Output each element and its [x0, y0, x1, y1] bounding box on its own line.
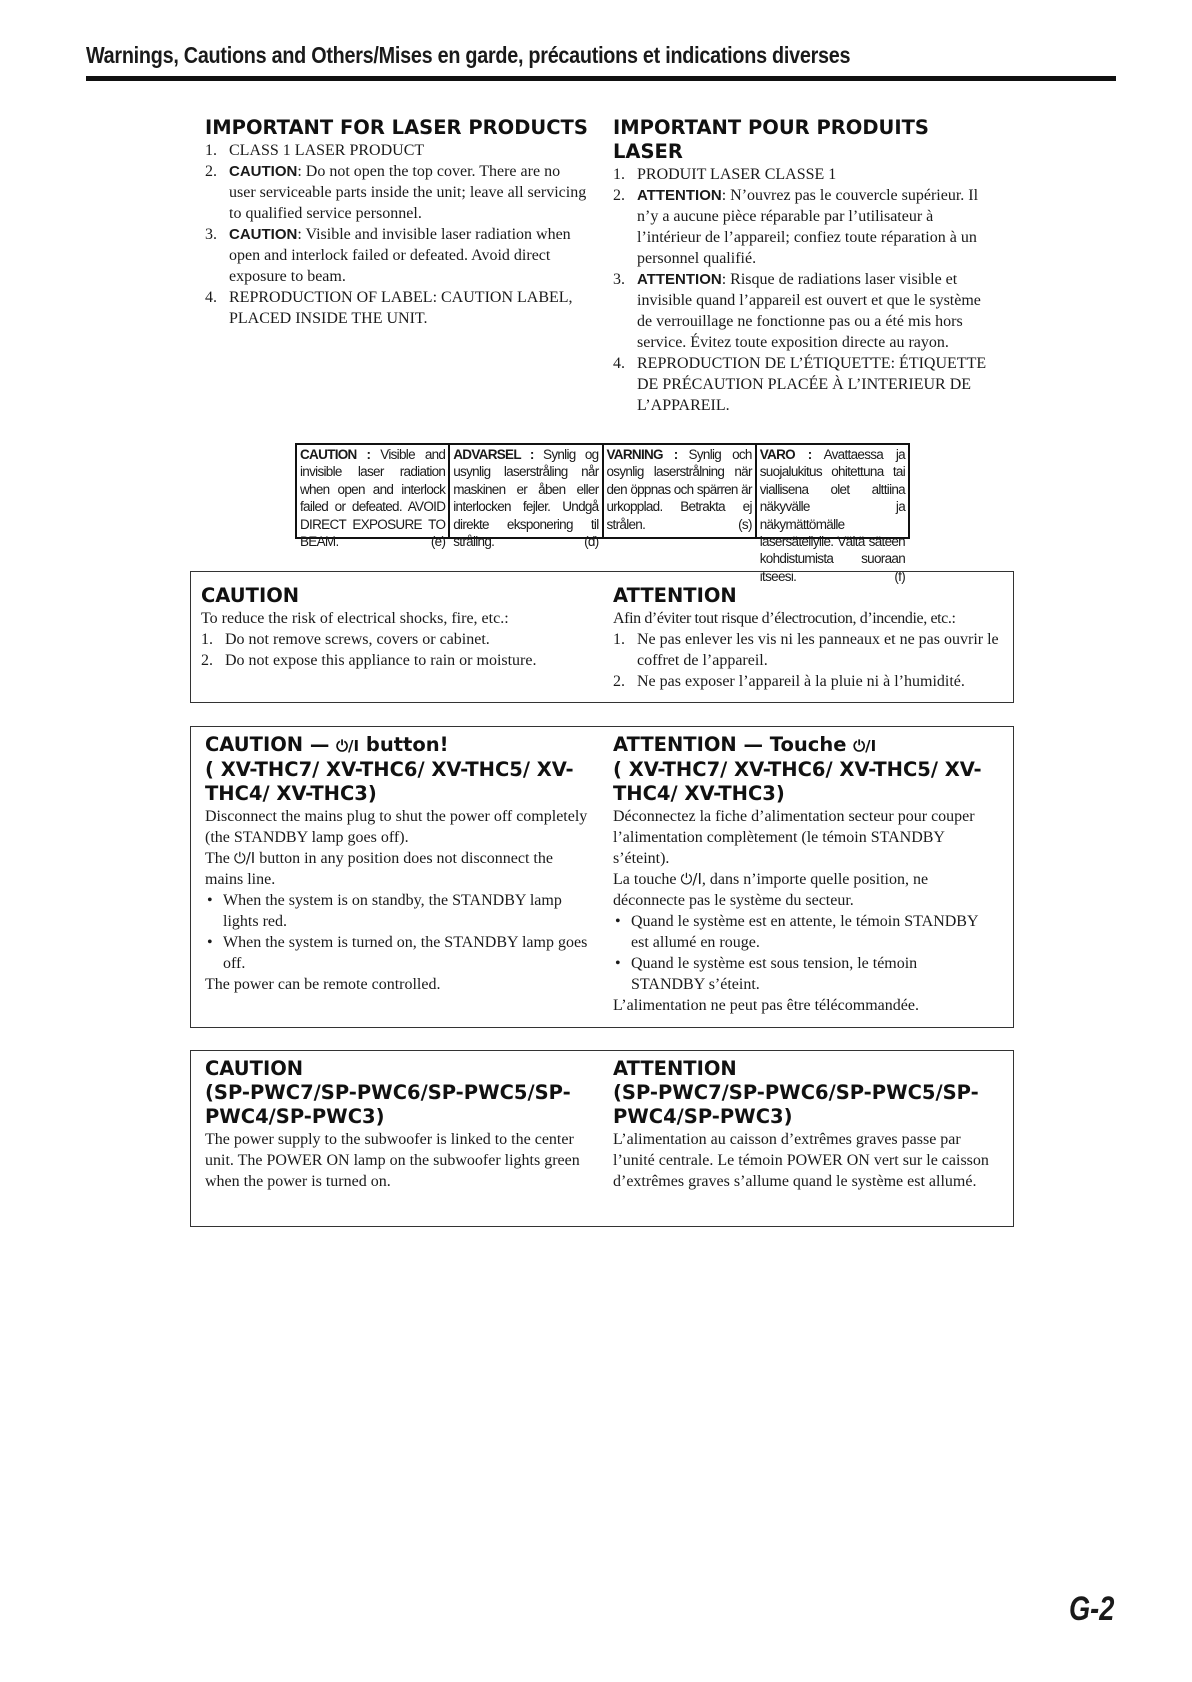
box3-text-en: The power supply to the subwoofer is linked to the center unit. The POWER ON lamp on the subwoofer lights green when the power is turned on.: [205, 1131, 580, 1190]
box2-models-fr: ( XV-THC7/ XV-THC6/ XV-THC5/ XV-THC4/ XV-THC3): [613, 758, 982, 805]
box3-title-en: CAUTION: [205, 1057, 304, 1080]
list-item: 1. PRODUIT LASER CLASSE 1: [613, 166, 837, 183]
box1-title-fr: ATTENTION: [613, 584, 737, 607]
list-item: 3. ATTENTION: Risque de radiations laser visible et invisible quand l’appareil est ouvert et que le système de verrouillage ne fonctionne pas ou a été mis hors service. Évitez toute exposition directe au rayon.: [613, 271, 981, 351]
laser-section-fr: [613, 116, 998, 416]
caution-box-power-button: [190, 726, 1014, 1028]
box2-bullets-en: [205, 890, 590, 974]
box2-models-en: ( XV-THC7/ XV-THC6/ XV-THC5/ XV-THC4/ XV-THC3): [205, 758, 574, 805]
box3-title-fr: ATTENTION: [613, 1057, 737, 1080]
list-item: • Quand le système est en attente, le témoin STANDBY est allumé en rouge.: [613, 911, 993, 953]
box1-fr: [613, 584, 1008, 692]
label-panel-english: CAUTION : Visible and invisible laser radiation when open and interlock failed or defeated. AVOID DIRECT EXPOSURE TO BEAM. (e): [297, 445, 450, 537]
box2-p3-fr: L’alimentation ne peut pas être télécommandée.: [613, 997, 919, 1014]
page-header-title: Warnings, Cautions and Others/Mises en garde, précautions et indications diverses: [86, 42, 851, 68]
caution-box-subwoofer: [190, 1050, 1014, 1227]
laser-title-fr: IMPORTANT POUR PRODUITS LASER: [613, 116, 929, 163]
box2-p3-en: The power can be remote controlled.: [205, 976, 441, 993]
box1-list-fr: [613, 629, 1008, 692]
list-item: 3. CAUTION: Visible and invisible laser radiation when open and interlock failed or defeated. Avoid direct exposure to beam.: [205, 226, 571, 285]
list-item: • When the system is turned on, the STANDBY lamp goes off.: [205, 932, 590, 974]
box1-en: [201, 584, 586, 671]
list-item: 1. CLASS 1 LASER PRODUCT: [205, 142, 425, 159]
list-item: 1. Ne pas enlever les vis ni les panneaux et ne pas ouvrir le coffret de l’appareil.: [613, 631, 999, 669]
laser-list-fr: [613, 164, 998, 416]
caution-label-reproduction: [295, 443, 910, 584]
box3-text-fr: L’alimentation au caisson d’extrêmes graves passe par l’unité centrale. Le témoin POWER ON vert sur le caisson d’extrêmes graves s’allume quand le système est allumé.: [613, 1131, 989, 1190]
standby-power-icon: ⏻/I: [680, 870, 702, 888]
list-item: • When the system is on standby, the STANDBY lamp lights red.: [205, 890, 590, 932]
box2-bullets-fr: [613, 911, 993, 995]
box1-list-en: [201, 629, 586, 671]
list-item: 4. REPRODUCTION OF LABEL: CAUTION LABEL, PLACED INSIDE THE UNIT.: [205, 289, 573, 327]
box1-intro-en: To reduce the risk of electrical shocks, fire, etc.:: [201, 610, 509, 627]
label-panel-swedish: VARNING : Synlig och osynlig laserstrålning när den öppnas och spärren är urkopplad. Betrakta ej strålen. (s): [604, 445, 757, 537]
standby-power-icon: ⏻/I: [853, 737, 877, 755]
laser-title-en: IMPORTANT FOR LASER PRODUCTS: [205, 116, 588, 139]
list-item: • Quand le système est sous tension, le témoin STANDBY s’éteint.: [613, 953, 993, 995]
box2-title-fr: ATTENTION — Touche ⏻/I: [613, 733, 877, 756]
box1-intro-fr: Afin d’éviter tout risque d’électrocution, d’incendie, etc.:: [613, 610, 956, 627]
laser-section-en: [205, 116, 590, 329]
box1-title-en: CAUTION: [201, 584, 300, 607]
box2-title-en: CAUTION — ⏻/I button!: [205, 733, 449, 756]
standby-power-icon: ⏻/I: [233, 849, 256, 867]
box3-models-fr: (SP-PWC7/SP-PWC6/SP-PWC5/SP-PWC4/SP-PWC3): [613, 1081, 979, 1128]
laser-list-en: [205, 140, 590, 329]
box2-p2-en: The ⏻/I button in any position does not disconnect the mains line.: [205, 849, 553, 888]
list-item: 2. Do not expose this appliance to rain or moisture.: [201, 652, 537, 669]
box2-p1-fr: Déconnectez la fiche d’alimentation secteur pour couper l’alimentation complètement (le témoin STANDBY s’éteint).: [613, 808, 975, 867]
list-item: 2. CAUTION: Do not open the top cover. There are no user serviceable parts inside the unit; leave all servicing to qualified service personnel.: [205, 163, 587, 222]
box2-fr: [613, 733, 993, 1016]
page-number: G-2: [1069, 1590, 1115, 1628]
standby-power-icon: ⏻/I: [336, 737, 360, 755]
list-item: 2. Ne pas exposer l’appareil à la pluie ni à l’humidité.: [613, 673, 965, 690]
caution-box-shock: [190, 571, 1014, 703]
box3-models-en: (SP-PWC7/SP-PWC6/SP-PWC5/SP-PWC4/SP-PWC3): [205, 1081, 571, 1128]
label-panel-finnish: VARO : Avattaessa ja suojalukitus ohitettuna tai viallisena olet alttiina näkyvälle ja näkymättömälle lasersäteilylle. Vältä säteen kohdistumista suoraan itseesi. (f): [759, 447, 905, 584]
box3-fr: [613, 1057, 993, 1192]
header-rule: [86, 76, 1116, 81]
box2-en: [205, 733, 590, 995]
list-item: 4. REPRODUCTION DE L’ÉTIQUETTE: ÉTIQUETTE DE PRÉCAUTION PLACÉE À L’INTERIEUR DE L’APPAREIL.: [613, 355, 987, 414]
label-panel-danish: ADVARSEL : Synlig og usynlig laserstråling når maskinen er åben eller interlocken fejler. Undgå direkte eksponering til stråling. (d): [450, 445, 603, 537]
list-item: 1. Do not remove screws, covers or cabinet.: [201, 631, 490, 648]
box2-p1-en: Disconnect the mains plug to shut the power off completely (the STANDBY lamp goes off).: [205, 808, 588, 846]
list-item: 2. ATTENTION: N’ouvrez pas le couvercle supérieur. Il n’y a aucune pièce réparable par l’utilisateur à l’intérieur de l’appareil; confiez toute réparation à un personnel qualifié.: [613, 187, 979, 267]
box3-en: [205, 1057, 590, 1192]
box2-p2-fr: La touche ⏻/I, dans n’importe quelle position, ne déconnecte pas le système du secteur.: [613, 870, 929, 909]
